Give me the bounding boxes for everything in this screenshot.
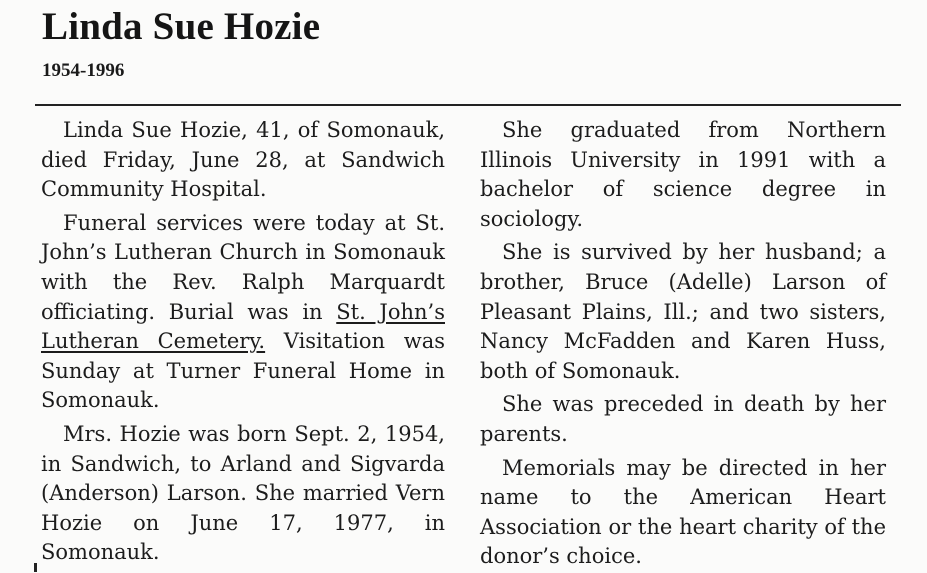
survivors-paragraph: She is survived by her husband; a brother, Bruce (Adelle) Larson of Pleasant Plains, Ill.; and two sisters, Nancy McFadden and Karen Huss, both of Somonauk. <box>480 240 886 383</box>
education-paragraph: She graduated from Northern Illinois University in 1991 with a bachelor of science degree in sociology. <box>480 118 886 231</box>
death-notice-paragraph: Linda Sue Hozie, 41, of Somonauk, died Friday, June 28, at Sandwich Community Hospital. <box>41 118 445 202</box>
funeral-paragraph <box>41 209 445 416</box>
obituary-headline: Linda Sue Hozie <box>42 5 321 48</box>
right-column <box>480 116 886 573</box>
life-years: 1954-1996 <box>42 60 125 81</box>
preceded-paragraph: She was preceded in death by her parents. <box>480 392 886 446</box>
cemetery-name: St. John’s Lutheran Cemetery. <box>41 299 445 354</box>
visitation-text: Visitation was Sunday at Turner Funeral Home in Somonauk. <box>41 329 445 413</box>
funeral-text-before: Funeral services were today at St. John’s Lutheran Church in Somonauk with the Rev. Ralph Marquardt officiating. Burial was in <box>41 210 445 324</box>
print-speck <box>34 563 37 572</box>
left-column <box>41 116 445 572</box>
birth-marriage-paragraph: Mrs. Hozie was born Sept. 2, 1954, in Sandwich, to Arland and Sigvarda (Anderson) Larson. She married Vern Hozie on June 17, 1977, in Somonauk. <box>41 421 445 565</box>
headline-rule <box>35 104 901 106</box>
memorials-paragraph: Memorials may be directed in her name to the American Heart Association or the heart charity of the donor’s choice. <box>480 455 886 569</box>
